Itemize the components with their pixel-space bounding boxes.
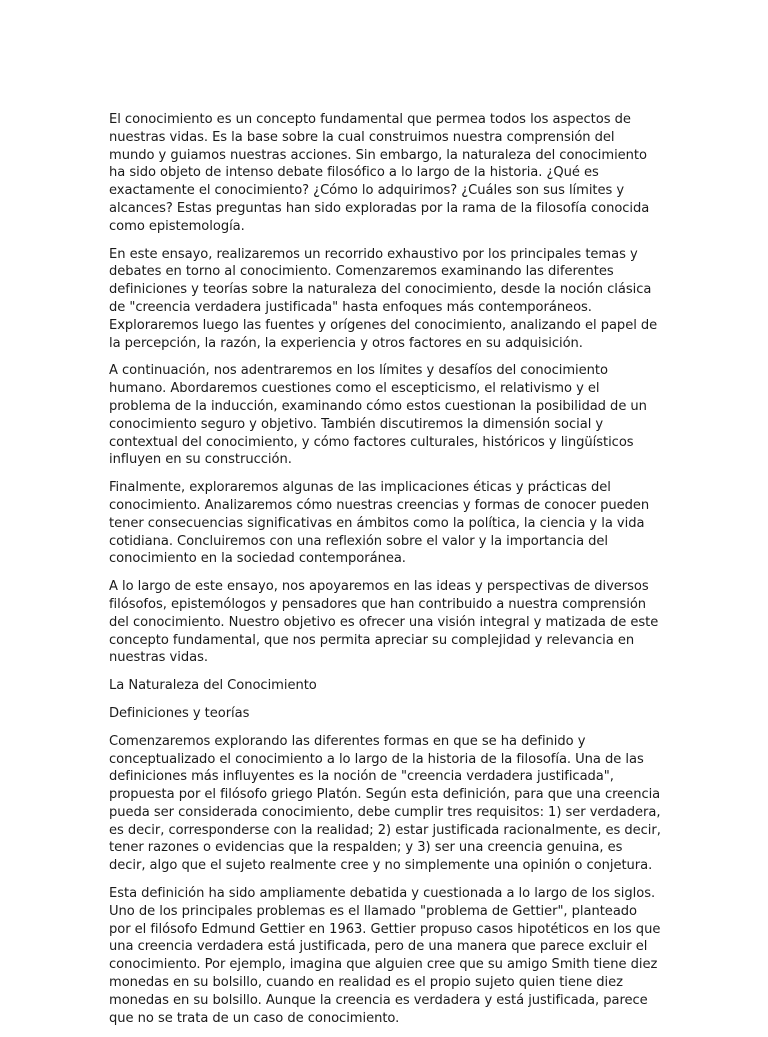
body-paragraph-2: Esta definición ha sido ampliamente debatida y cuestionada a lo largo de los siglos. Uno de los principales problemas es el llamado "problema de Gettier", planteado por el filósofo Edmund Gettier en 1963. Gettier propuso casos hipotéticos en los que una creencia verdadera está justificada, pero de una manera que parece excluir el conocimiento. Por ejemplo, imagina que alguien cree que su amigo Smith tiene diez monedas en su bolsillo, cuando en realidad es el propio sujeto quien tiene diez monedas en su bolsillo. Aunque la creencia es verdadera y está justificada, parece que no se trata de un caso de conocimiento. <box>109 886 661 1026</box>
intro-paragraph-5: A lo largo de este ensayo, nos apoyaremos en las ideas y perspectivas de diversos filósofos, epistemólogos y pensadores que han contribuido a nuestra comprensión del conocimiento. Nuestro objetivo es ofrecer una visión integral y matizada de este concepto fundamental, que nos permita apreciar su complejidad y relevancia en nuestras vidas. <box>109 579 659 666</box>
intro-paragraph-1: El conocimiento es un concepto fundamental que permea todos los aspectos de nuestras vidas. Es la base sobre la cual construimos nuestra comprensión del mundo y guiamos nuestras acciones. Sin embargo, la naturaleza del conocimiento ha sido objeto de intenso debate filosófico a lo largo de la historia. ¿Qué es exactamente el conocimiento? ¿Cómo lo adquirimos? ¿Cuáles son sus límites y alcances? Estas preguntas han sido exploradas por la rama de la filosofía conocida como epistemología. <box>109 112 650 234</box>
document-body <box>109 111 662 1037</box>
subsection-heading: Definiciones y teorías <box>109 705 250 721</box>
intro-paragraph-3: A continuación, nos adentraremos en los límites y desafíos del conocimiento humano. Abordaremos cuestiones como el escepticismo, el relativismo y el problema de la inducción, examinando cómo estos cuestionan la posibilidad de un conocimiento seguro y objetivo. También discutiremos la dimensión social y contextual del conocimiento, y cómo factores culturales, históricos y lingüísticos influyen en su construcción. <box>109 363 647 468</box>
intro-paragraph-4: Finalmente, exploraremos algunas de las implicaciones éticas y prácticas del conocimiento. Analizaremos cómo nuestras creencias y formas de conocer pueden tener consecuencias significativas en ámbitos como la política, la ciencia y la vida cotidiana. Concluiremos con una reflexión sobre el valor y la importancia del conocimiento en la sociedad contemporánea. <box>109 480 650 567</box>
body-paragraph-1: Comenzaremos explorando las diferentes formas en que se ha definido y conceptualizado el conocimiento a lo largo de la historia de la filosofía. Una de las definiciones más influyentes es la noción de "creencia verdadera justificada", propuesta por el filósofo griego Platón. Según esta definición, para que una creencia pueda ser considerada conocimiento, debe cumplir tres requisitos: 1) ser verdadera, es decir, corresponderse con la realidad; 2) estar justificada racionalmente, es decir, tener razones o evidencias que la respalden; y 3) ser una creencia genuina, es decir, algo que el sujeto realmente cree y no simplemente una opinión o conjetura. <box>109 733 661 874</box>
intro-paragraph-2: En este ensayo, realizaremos un recorrido exhaustivo por los principales temas y debates en torno al conocimiento. Comenzaremos examinando las diferentes definiciones y teorías sobre la naturaleza del conocimiento, desde la noción clásica de "creencia verdadera justificada" hasta enfoques más contemporáneos. Exploraremos luego las fuentes y orígenes del conocimiento, analizando el papel de la percepción, la razón, la experiencia y otros factores en su adquisición. <box>109 246 658 351</box>
section-heading: La Naturaleza del Conocimiento <box>109 678 317 694</box>
